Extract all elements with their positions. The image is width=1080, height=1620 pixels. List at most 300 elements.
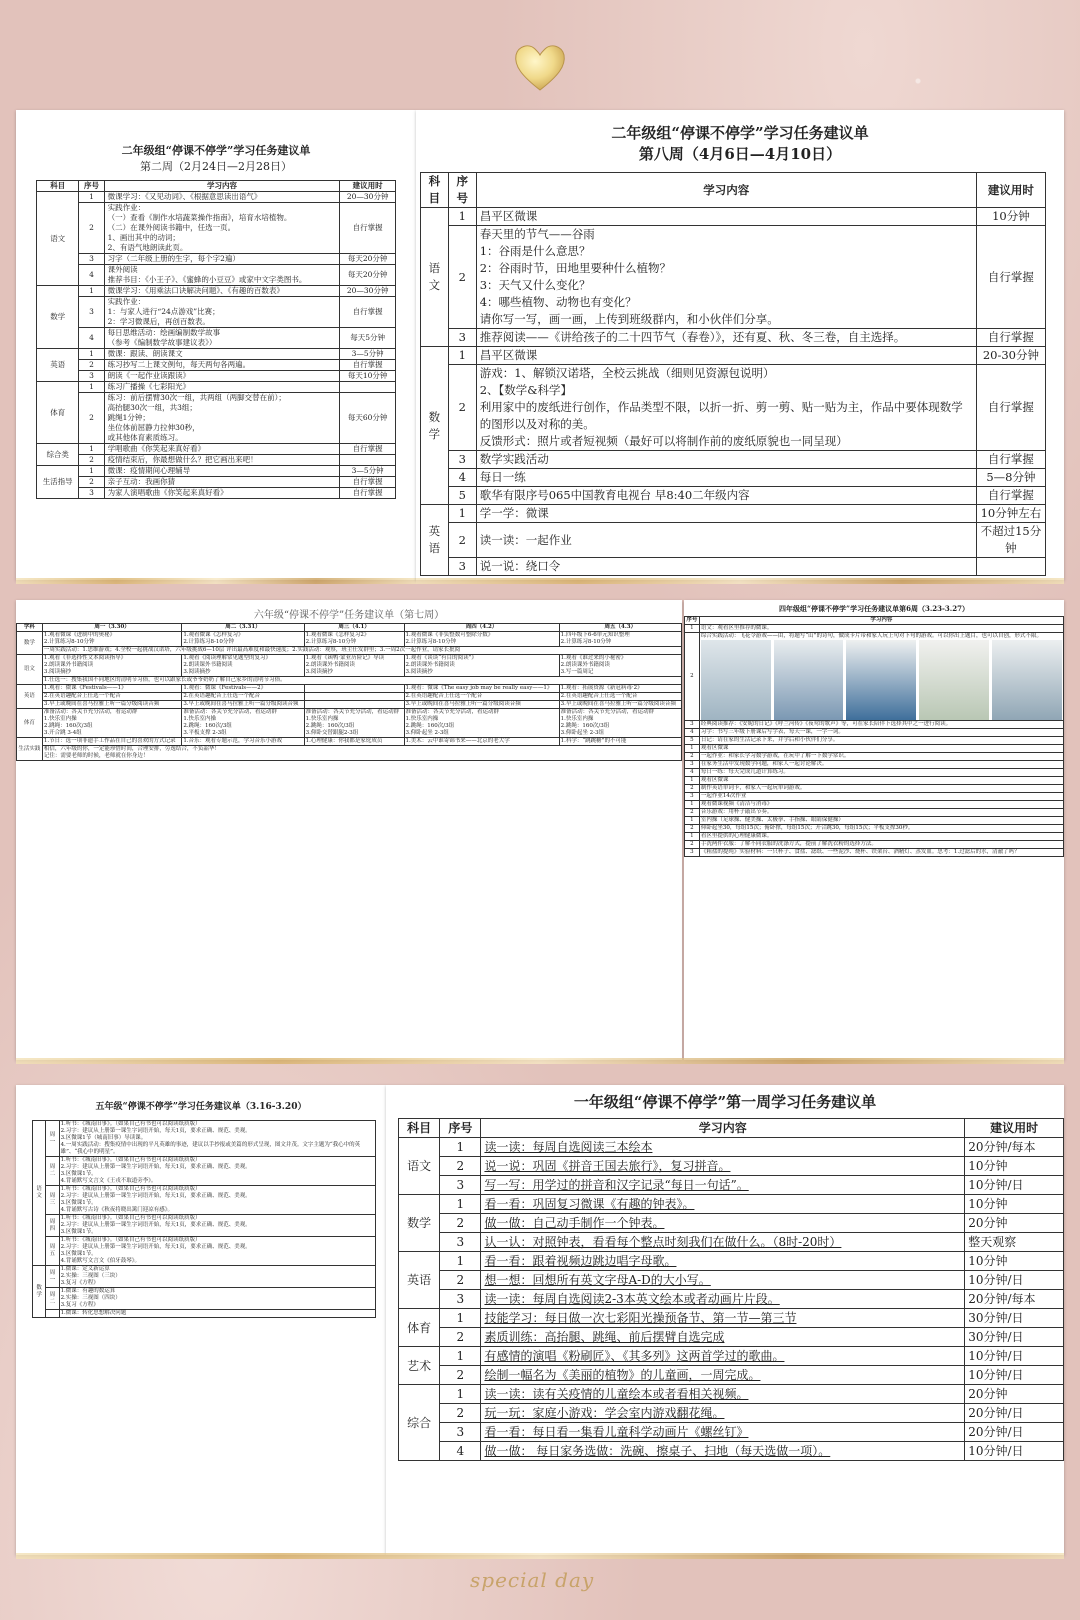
content-cell: 1.听书：《城南旧事》。（如果自己有书也可以阅读纸质版） 2.习字：建议从上册第一课生字词语开始，每天1页，要求正确、规范、美观。 3.区微课1节。 4.背诵默写古诗《秋夜将晓出篱门迎凉有感》。 [59,1186,375,1215]
column-header: 周五（4.3） [559,624,681,632]
content-cell: 一起作业：和家长学习数学游戏，在玩中了解一下数学常识。 [699,753,1063,761]
content-cell: 1.听书：《城南旧事》。（如果自己有书也可以阅读纸质版） 2.习字：建议从上册第一课生字词语开始，每天1页，要求正确、规范、美观。 3.区微课1节。 4.背诵默写文言文《伯牙鼓琴》。 [59,1237,375,1266]
day-cell: 2.在英语趣配音上任选一个配音 [559,693,681,701]
content-cell: 室内操（足球操、健美操、太极拳、手指操、眼睛保健操） [699,817,1063,825]
index-cell: 1 [685,745,700,753]
table-row [399,1252,1064,1271]
day-cell: 1.四年级下6-6单元知识整理 2.计算练习8-10分钟 [559,632,681,647]
table-row [685,737,1064,745]
day-cell: 3.早上或晚间在喜马拉雅上听一篇分级阅读音频 [182,701,304,709]
table-row [399,1328,1064,1347]
day-cell [304,701,404,709]
table-row [685,833,1064,841]
table-row [685,817,1064,825]
index-cell: 4 [448,469,476,487]
column-header: 序号 [79,181,104,192]
content-cell: 课外阅读 推荐书目：《小王子》、《蜜蜂的小豆豆》或家中文字类图书。 [104,265,340,286]
table-row [421,347,1046,365]
table-row [37,328,396,349]
column-header: 学科 [17,624,43,632]
subject-cell: 体育 [17,709,43,738]
artwork-photo [846,640,916,720]
column-header: 学习内容 [476,173,976,208]
duration-cell: 10分钟 [965,1252,1064,1271]
table-row [17,647,682,655]
table-row [685,753,1064,761]
content-cell: 每日思维活动：绘画编制数学故事 （参考《编制数学故事建议表》） [104,328,340,349]
table-row [33,1186,376,1215]
table-row [685,841,1064,849]
content-cell: 歌华有限序号065中国教育电视台 早8:40二年级内容 [476,487,976,505]
day-cell: 准备活动：各关节充分活动，看运动群 1.快乐室内操 2.跳绳：160次/3组 3.开合跳 3-4组 [42,709,181,738]
content-cell: 绘制一幅名为《美丽的植物》的儿童画，一周完成。 [481,1366,965,1385]
duration-cell: 自行掌握 [340,477,396,488]
subject-cell: 数学 [37,286,79,349]
subject-cell: 数学 [17,632,43,655]
day-cell: 1.观看《阅读理解常见题型的复习》 2.朗读课外书籍阅读 3.阅读摘抄 [182,655,304,677]
day-cell: 1.任选一：搜集我国不同地区的清明节习俗，也可以跟家长或爷爷奶奶了解自己家乡的清明节习俗。 [42,677,681,685]
day-cell: 1.美术：云中谁寄锦书来——北京的老大学 [404,738,559,746]
column-header: 科目 [37,181,79,192]
index-cell: 2 [440,1214,481,1233]
table-row [37,265,396,286]
index-cell: 3 [79,371,104,382]
duration-cell: 每天20分钟 [340,265,396,286]
content-cell: 观看区微课 [699,777,1063,785]
index-cell: 3 [685,761,700,769]
subject-cell: 数学 [399,1195,440,1252]
duration-cell: 每天10分钟 [340,371,396,382]
table-row [685,721,1064,729]
content-cell: 1.听书：《城南旧事》。（如果自己有书也可以阅读纸质版） 2.习字：建议从上册第一课生字词语开始，每天1页，要求正确、规范、美观。 3.区微课1节。 [59,1215,375,1237]
table-row [399,1157,1064,1176]
index-cell: 2 [685,753,700,761]
grade2-week2-sheet [16,110,416,580]
index-cell: 1 [79,444,104,455]
index-cell: 3 [79,254,104,265]
content-cell: 说一说：绕口令 [476,558,976,576]
content-cell: 1.听书：《城南旧事》。（如果自己有书也可以阅读纸质版） 2.习字：建议从上册第一课生字词语开始，每天1页，要求正确、规范、美观。 3.区微课1节（城南旧事）导读课。 4.一周实践活动：搜集疫情中出现的平凡英雄的事迹，建议以手抄报或美篇的形式呈现，图文并茂。文字主题为“我心中的英雄”、“我心中的明星”。 [59,1121,375,1157]
index-cell: 1 [79,382,104,393]
table-row [399,1214,1064,1233]
content-cell: 想一想：回想所有英文字母A-D的大小写。 [481,1271,965,1290]
column-header: 学习内容 [481,1119,965,1138]
artwork-photo [919,640,989,720]
column-header: 学习内容 [699,617,1063,625]
day-cell: 1.节日：选一项非遗手工作品在自己的喜欢的方式记录 [42,738,181,746]
divider [16,1058,1064,1064]
duration-cell: 10分钟左右 [976,505,1045,523]
content-cell: 写一写：用学过的拼音和汉字记录“每日一句话”。 [481,1176,965,1195]
content-cell: 认一认：对照钟表，看看每个整点时刻我们在做什么。（8时-20时） [481,1233,965,1252]
index-cell: 3 [440,1290,481,1309]
day-cell: 一周实践活动：1.思维游戏；4.全校一起挑战汉诺塔，六年级挑战6—10层 评出最高难度和最快速度；2.实践活动：观察，班主任发群里；3.一周2次一起作业，请家长批阅 [42,647,681,655]
column-header: 周二（3.31） [182,624,304,632]
subject-cell: 数学 [421,347,449,505]
duration-cell: 10分钟/日 [965,1271,1064,1290]
index-cell: 1 [440,1347,481,1366]
index-cell: 1 [448,505,476,523]
content-cell: 春天里的节气——谷雨 1：谷雨是什么意思？ 2：谷雨时节，田地里要种什么植物？ 3：天气又什么变化？ 4：哪些植物、动物也有变化？ 请你写一写，画一画，上传到班级群内，和小伙伴们分享。 [476,226,976,329]
column-header: 建议用时 [965,1119,1064,1138]
content-cell: 仰卧起坐30，每组15次；俯卧撑，每组15次；开合跳30，每组15次；平板支撑30秒。 [699,825,1063,833]
index-cell: 3 [685,721,700,729]
duration-cell: 10分钟/日 [965,1347,1064,1366]
content-cell: 每日一练 [476,469,976,487]
index-cell: 3 [448,329,476,347]
day-cell: 周五 [46,1237,59,1266]
table-row [421,469,1046,487]
index-cell: 3 [448,558,476,576]
duration-cell: 每天5分钟 [340,328,396,349]
artwork-photo [992,640,1062,720]
content-cell: 微课：跟读、朗读课文 [104,349,340,360]
index-cell: 1 [440,1252,481,1271]
duration-cell: 20—30分钟 [340,192,396,203]
grade4-week6-sheet [684,600,1064,1060]
index-cell: 5 [448,487,476,505]
index-cell: 2 [448,365,476,451]
table-row [37,382,396,393]
header-row [17,624,682,632]
day-cell: 周二 [46,1288,59,1310]
table-row [37,477,396,488]
content-cell: 微课学习：《又见动词》、《根据意思读出语气》 [104,192,340,203]
student-artwork-photos [701,640,1062,720]
day-cell: 周二 [46,1157,59,1186]
content-cell: 做一做： 每日家务选做：洗碗、擦桌子、扫地（每天选做一项）。 [481,1442,965,1461]
subject-cell: 生活实践 [17,738,43,761]
table-row [399,1138,1064,1157]
sheet-title: 二年级组“停课不停学”学习任务建议单 [611,124,869,142]
content-cell: 看一看：跟着视频边跳边唱字母歌。 [481,1252,965,1271]
table-row [421,487,1046,505]
content-cell: 练习抄写二上课文例句，每天两句各两遍。 [104,360,340,371]
column-header: 学习内容 [104,181,340,192]
duration-cell: 20分钟/每本 [965,1290,1064,1309]
day-cell: 1.观看《谈谈“有目的阅读”》 2.朗读课外书籍阅读 3.阅读摘抄 [404,655,559,677]
subject-cell: 英语 [37,349,79,382]
table-row [685,793,1064,801]
subject-cell: 体育 [37,382,79,444]
table-row [685,849,1064,857]
sheet-subtitle: 第二周（2月24日—2月28日） [140,160,292,173]
table-row [37,286,396,297]
content-cell: 习字：书写三年级下册课后写字表，每天一课，一字一词。 [699,729,1063,737]
index-cell: 1 [448,347,476,365]
day-cell: 1.观看《谁过来的小秘密》 2.朗读课外书籍阅读 3.写一篇周记 [559,655,681,677]
index-cell: 3 [685,849,700,857]
index-cell: 1 [440,1138,481,1157]
duration-cell: 20分钟/日 [965,1404,1064,1423]
content-cell: 微课：疫情期间心理辅导 [104,466,340,477]
column-header: 序号 [448,173,476,208]
index-cell: 3 [440,1176,481,1195]
content-cell: 学唱歌曲《你笑起来真好看》 [104,444,340,455]
table-row [17,701,682,709]
duration-cell: 整天观察 [965,1233,1064,1252]
table-row [17,693,682,701]
table-row [33,1310,376,1318]
table-row [17,746,682,761]
day-cell: 2.在英语趣配音上任选一个配音 [182,693,304,701]
index-cell: 2 [79,203,104,254]
day-cell: 1.观看《函鸭·蒙亚历险记》导读 2.朗读课外书籍阅读 3.阅读摘抄 [304,655,404,677]
duration-cell: 30分钟/日 [965,1328,1064,1347]
duration-cell: 自行掌握 [340,488,396,499]
content-cell: 音乐游戏：用杯子敲出节奏。 [699,809,1063,817]
index-cell: 2 [685,841,700,849]
table-row [685,729,1064,737]
content-cell: 观看区微课 [699,745,1063,753]
index-cell: 2 [79,477,104,488]
day-cell: 1.观看《非选择性文本阅读指导》 2.朗读课外书籍阅读 3.阅读摘抄 [42,655,181,677]
content-cell: 昌平区微课 [476,347,976,365]
table-row [37,371,396,382]
day-cell: 准备活动：各关节充分活动，看运动群 1.快乐室内操 2.跳绳：160次/3组 3.仰卧起坐 2-3组 [404,709,559,738]
table-row [33,1237,376,1266]
table-row [37,444,396,455]
duration-cell: 30分钟/日 [965,1309,1064,1328]
day-cell: 1.心理健康：你我都是家庭成员 [304,738,404,746]
table-row [421,226,1046,329]
table-row [421,365,1046,451]
table-row [399,1366,1064,1385]
day-cell: 1.观看微课《进制中的奥秘》 2.计算练习8-10分钟 [42,632,181,647]
content-cell: 疫情结束后，你最想做什么？把它画出来吧！ [104,455,340,466]
subject-cell: 体育 [399,1309,440,1347]
duration-cell [976,558,1045,576]
content-cell: 读一读：每周自选阅读2-3本英文绘本或者动画片片段。 [481,1290,965,1309]
index-cell: 3 [685,793,700,801]
table-row [37,360,396,371]
table-row [421,558,1046,576]
content-cell: 习字（二年级上册的生字，每个字2遍） [104,254,340,265]
table-row [17,709,682,738]
content-cell: 亲子互动：我画你猜 [104,477,340,488]
content-cell: 说一说：巩固《拼音王国去旅行》，复习拼音。 [481,1157,965,1176]
table-row [33,1266,376,1288]
schedule-table [36,180,396,499]
subject-cell: 语文 [399,1138,440,1195]
table-row [685,801,1064,809]
column-header: 建议用时 [976,173,1045,208]
content-cell: 综合实践活动：飞花令游戏——由，将题写“山”的诗句，做成卡片带和家人玩上句对下句的游戏。可以你出上题目，也可以自创，形式不限。 [699,633,1063,721]
duration-cell: 自行掌握 [340,203,396,254]
content-cell: 看一看：每日看一集看儿童科学动画片《螺丝钉》 [481,1423,965,1442]
content-cell: 制作英语单词卡，和家人一起玩单词游戏。 [699,785,1063,793]
content-cell: 看一看：巩固复习微课《有趣的钟表》。 [481,1195,965,1214]
table-row [421,505,1046,523]
index-cell: 2 [440,1157,481,1176]
table-row [33,1121,376,1157]
index-cell: 2 [685,633,700,721]
day-cell: 3.早上或晚间在喜马拉雅上听一篇分级阅读音频 [42,701,181,709]
table-row [37,466,396,477]
content-cell: 昌平区微课 [476,208,976,226]
duration-cell: 5—8分钟 [976,469,1045,487]
artwork-photo [701,640,771,720]
grade2-week8-sheet [416,110,1064,580]
day-cell: 准备活动：各关节充分活动，看运动群 1.快乐室内操 2.跳绳：160次/3组 3.平板支撑 2-3组 [182,709,304,738]
index-cell: 1 [685,801,700,809]
content-cell: 为家人演唱歌曲《你笑起来真好看》 [104,488,340,499]
subject-cell: 英语 [421,505,449,576]
table-row [399,1290,1064,1309]
column-header: 周一（3.30） [42,624,181,632]
header-row [421,173,1046,208]
sheet-title: 五年级“停课不停学”学习任务建议单（3.16-3.20） [95,1102,307,1112]
subject-cell: 英语 [399,1252,440,1309]
content-cell: 手洗两件衣服：了解不同衣服的洗涤方式，提前了解洗衣粉的选择方法。 [699,841,1063,849]
content-cell: 日记：请在家的生活记录下来，并学后和小伙伴们分享。 [699,737,1063,745]
duration-cell: 20—30分钟 [340,286,396,297]
content-cell: 观看微课视频《清洁与消毒》 [699,801,1063,809]
index-cell: 1 [685,817,700,825]
content-cell: 《粗盐的提纯》实验材料：一只杯子、食盐、滤纸、一些泥沙、烧杯、铁架台、酒精灯、蒸发皿。思考：1.过滤后的水，清澈了吗？ [699,849,1063,857]
table-row [17,685,682,693]
index-cell: 3 [448,451,476,469]
table-row [37,297,396,328]
content-cell: 数学实践活动 [476,451,976,469]
index-cell: 1 [79,349,104,360]
day-cell: 周三 [46,1186,59,1215]
content-cell: 玩一玩：家庭小游戏：学会室内游戏翻花绳。 [481,1404,965,1423]
table-row [399,1309,1064,1328]
column-header: 周三（4.1） [304,624,404,632]
day-cell: 1.观看：微课《The easy job may be really easy——1》 [404,685,559,693]
day-cell: 1.音乐：观看专题示范，学习音乐小游戏 [182,738,304,746]
index-cell: 3 [79,297,104,328]
content-cell: 练习：前后摆臂30次一组，共两组（两脚交替在前）； 高抬腿30次一组，共3组； 跳绳1分钟； 坐位体前屈静力拉伸30秒， 或其他体育素质练习。 [104,393,340,444]
content-cell: 练习广播操《七彩阳光》 [104,382,340,393]
content-cell: 在家务生活中发现数学问题，和家人一起讨论解决。 [699,761,1063,769]
index-cell: 4 [685,729,700,737]
day-cell: 3.早上或晚间在喜马拉雅上听一篇分级阅读音频 [559,701,681,709]
subject-cell: 语文 [17,655,43,685]
table-row [399,1404,1064,1423]
content-cell: 一起作业14次作业 [699,793,1063,801]
index-cell: 1 [685,833,700,841]
day-cell: 周四 [46,1215,59,1237]
content-cell: 实践作业： 1：与家人进行“24点游戏”比赛； 2：学习微课后，再创百数表。 [104,297,340,328]
content-cell: 实践作业： （一）查看《制作水培蔬菜操作指南》，培育水培植物。 （二）在课外阅读书籍中，任选一页。 1、画出其中的动词； 2、有语气地朗读此页。 [104,203,340,254]
day-cell: 1.观看微课《怎样复习2》 2.计算练习8-10分钟 [304,632,404,647]
table-row [685,761,1064,769]
content-cell: 每日一练：每天完成几道计算练习。 [699,769,1063,777]
content-cell: 微课学习：《用乘法口诀解决问题》、《有趣的百数表》 [104,286,340,297]
content-cell: 读一读：一起作业 [476,523,976,558]
subject-cell: 数学 [33,1266,46,1318]
subject-cell: 综合类 [37,444,79,466]
sheet-title: 四年级组“停课不停学”学习任务建议单第6周（3.23-3.27） [779,604,969,613]
subject-cell: 语文 [37,192,79,286]
content-cell: 1.微课：定义新运算 2.实操：三视图（三块） 3.复习《方程》 [59,1266,375,1288]
duration-cell: 10分钟/日 [965,1366,1064,1385]
day-cell: 周一 [46,1266,59,1288]
subject-cell: 综合 [399,1385,440,1461]
index-cell: 4 [79,328,104,349]
table-row [399,1176,1064,1195]
duration-cell: 自行掌握 [340,297,396,328]
duration-cell: 20分钟 [965,1385,1064,1404]
duration-cell: 10分钟 [965,1195,1064,1214]
day-cell: 1.观看：拓展资源《新冠病毒·2》 [559,685,681,693]
day-cell: 相信，六年级的你，一定能珍惜时间，合理安排，劳逸结合，不负韶华！ 记住：需要老师的时候，老师就在你身边！ [42,746,681,761]
content-cell: 1.微课：转化思想解决问题 [59,1310,375,1318]
content-cell: 读一读：每周自选阅读三本绘本 [481,1138,965,1157]
index-cell: 2 [685,809,700,817]
day-cell: 准备活动：各关节充分活动，看运动群 1.快乐室内操 2.跳绳：160次/3组 3.仰卧交替跟腿2-3组 [304,709,404,738]
duration-cell: 自行掌握 [976,451,1045,469]
table-row [685,769,1064,777]
table-row [33,1215,376,1237]
duration-cell: 20分钟/日 [965,1423,1064,1442]
index-cell: 1 [685,777,700,785]
table-row [17,677,682,685]
subject-cell: 语文 [33,1121,46,1266]
index-cell: 1 [79,286,104,297]
column-header: 建议用时 [340,181,396,192]
content-cell: 经典阅读推荐：《安妮的日记》《呼兰河传》《夜莺的歌声》等，可在家长陪伴下选择其中之一进行阅读。 [699,721,1063,729]
content-cell: 技能学习：每日做一次七彩阳光操预备节、第一节—第三节 [481,1309,965,1328]
table-row [399,1271,1064,1290]
table-row [399,1385,1064,1404]
day-cell [304,685,404,693]
duration-cell: 不超过15分钟 [976,523,1045,558]
schedule-table [16,623,682,761]
day-cell: 1.观看：微课《Festivals——2》 [182,685,304,693]
duration-cell: 10分钟/日 [965,1176,1064,1195]
table-row [37,393,396,444]
table-row [37,192,396,203]
divider [16,1553,1064,1559]
index-cell: 1 [448,208,476,226]
duration-cell: 每天20分钟 [340,254,396,265]
footer-text: special day [470,1568,595,1592]
schedule-table [420,172,1046,576]
day-cell: 3.早上或晚间在喜马拉雅上听一篇分级阅读音频 [404,701,559,709]
content-cell: 素质训练：高抬腿、跳绳、前后摆臂自选完成 [481,1328,965,1347]
table-row [685,633,1064,721]
content-cell: 1.微课：有趣的数运算 2.实操：三视图（四块） 3.复习《方程》 [59,1288,375,1310]
duration-cell: 10分钟 [965,1157,1064,1176]
table-row [421,451,1046,469]
duration-cell: 自行掌握 [976,365,1045,451]
divider [416,578,1064,584]
column-header: 周四（4.2） [404,624,559,632]
table-row [37,203,396,254]
day-cell: 2.在英语趣配音上任选一个配音 [42,693,181,701]
table-row [17,655,682,677]
duration-cell: 每天60分钟 [340,393,396,444]
subject-cell: 语文 [421,208,449,347]
day-cell: 2.在英语趣配音上任选一个配音 [404,693,559,701]
index-cell: 3 [79,488,104,499]
index-cell: 4 [79,265,104,286]
duration-cell: 自行掌握 [340,444,396,455]
content-cell: 有感情的演唱《粉刷匠》、《其多列》这两首学过的歌曲。 [481,1347,965,1366]
index-cell: 2 [448,523,476,558]
index-cell: 5 [685,737,700,745]
table-row [17,632,682,647]
index-cell: 3 [440,1423,481,1442]
table-row [17,738,682,746]
day-cell [46,1310,59,1318]
index-cell: 4 [440,1442,481,1461]
day-cell: 1.观看微课《非负整数可整除分数》 2.计算练习8-10分钟 [404,632,559,647]
table-row [685,825,1064,833]
